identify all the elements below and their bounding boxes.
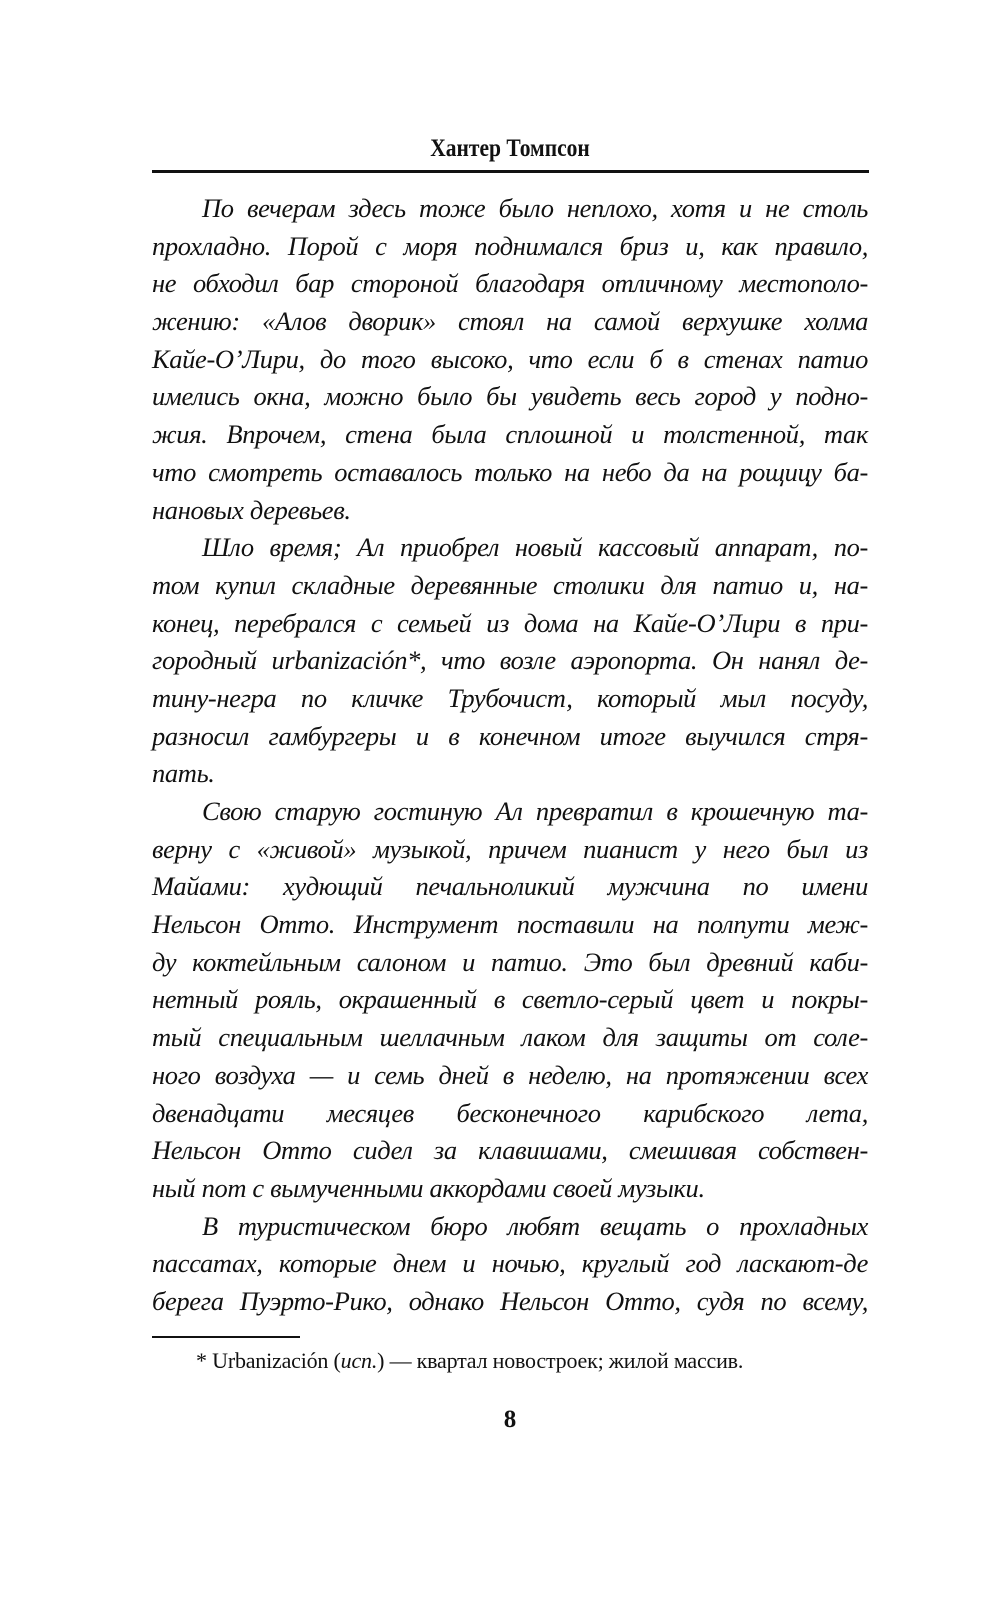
- text-line: не обходил бар стороной благодаря отличному местополо-: [152, 268, 868, 299]
- footnote-language-abbr: исп.: [340, 1348, 378, 1373]
- text-line: Нельсон Отто. Инструмент поставили на полпути меж-: [152, 909, 868, 940]
- text-line: пассатах, которые днем и ночью, круглый год ласкают-де: [152, 1248, 868, 1279]
- running-header-author: Хантер Томпсон: [430, 135, 590, 162]
- text-line: городный urbanización*, что возле аэропорта. Он нанял де-: [152, 645, 868, 676]
- text-line: тину-негра по кличке Трубочист, который мыл посуду,: [152, 682, 868, 713]
- text-line: Кайе-О’Лири, до того высоко, что если б в стенах патио: [152, 343, 868, 374]
- paragraph: [152, 1208, 868, 1321]
- footnote-rule: [152, 1336, 300, 1338]
- text-line: ный пот с вымученными аккордами своей музыки.: [152, 1172, 705, 1203]
- text-line: что смотреть оставалось только на небо да на рощицу ба-: [152, 456, 868, 487]
- text-line: жению: «Алов дворик» стоял на самой верхушке холма: [152, 306, 868, 337]
- paragraph: [152, 793, 868, 1208]
- text-line: Майами: худющий печальноликий мужчина по имени: [152, 871, 868, 902]
- paragraph: [152, 529, 868, 793]
- footnote-definition: ) — квартал новостроек; жилой массив.: [377, 1348, 744, 1373]
- text-line: тый специальным шеллачным лаком для защиты от соле-: [152, 1022, 868, 1053]
- page-number: 8: [503, 1406, 517, 1433]
- body-text: [152, 190, 868, 1321]
- text-line: берега Пуэрто-Рико, однако Нельсон Отто, судя по всему,: [152, 1285, 868, 1316]
- text-line: том купил складные деревянные столики для патио и, на-: [152, 569, 868, 600]
- paragraph: [152, 190, 868, 529]
- text-line: По вечерам здесь тоже было неплохо, хотя и не столь: [202, 193, 868, 223]
- text-line: ного воздуха — и семь дней в неделю, на протяжении всех: [152, 1059, 868, 1090]
- text-line: пать.: [152, 758, 215, 789]
- text-line: Свою старую гостиную Ал превратил в крошечную та-: [202, 796, 868, 826]
- text-line: имелись окна, можно было бы увидеть весь город у подно-: [152, 381, 868, 412]
- text-line: В туристическом бюро любят вещать о прохладных: [202, 1210, 868, 1241]
- text-line: двенадцати месяцев бесконечного карибского лета,: [152, 1097, 868, 1128]
- footnote-term: Urbanización: [212, 1348, 329, 1373]
- text-line: конец, перебрался с семьей из дома на Кайе-О’Лири в при-: [152, 607, 868, 638]
- footnote-paren: (: [328, 1348, 341, 1373]
- footnote: [196, 1346, 868, 1376]
- text-line: верну с «живой» музыкой, причем пианист у него был из: [152, 833, 868, 864]
- text-line: жия. Впрочем, стена была сплошной и толстенной, так: [152, 419, 868, 450]
- text-line: нановых деревьев.: [152, 494, 351, 525]
- text-line: прохладно. Порой с моря поднимался бриз и, как правило,: [152, 230, 868, 261]
- text-line: ду коктейльным салоном и патио. Это был древний каби-: [152, 946, 868, 977]
- header-rule: [152, 170, 869, 173]
- text-line: разносил гамбургеры и в конечном итоге выучился стря-: [152, 720, 868, 751]
- text-line: нетный рояль, окрашенный в светло-серый цвет и покры-: [152, 984, 868, 1015]
- text-line: Шло время; Ал приобрел новый кассовый аппарат, по-: [202, 532, 868, 563]
- footnote-marker: *: [196, 1348, 207, 1373]
- text-line: Нельсон Отто сидел за клавишами, смешивая собствен-: [152, 1135, 868, 1166]
